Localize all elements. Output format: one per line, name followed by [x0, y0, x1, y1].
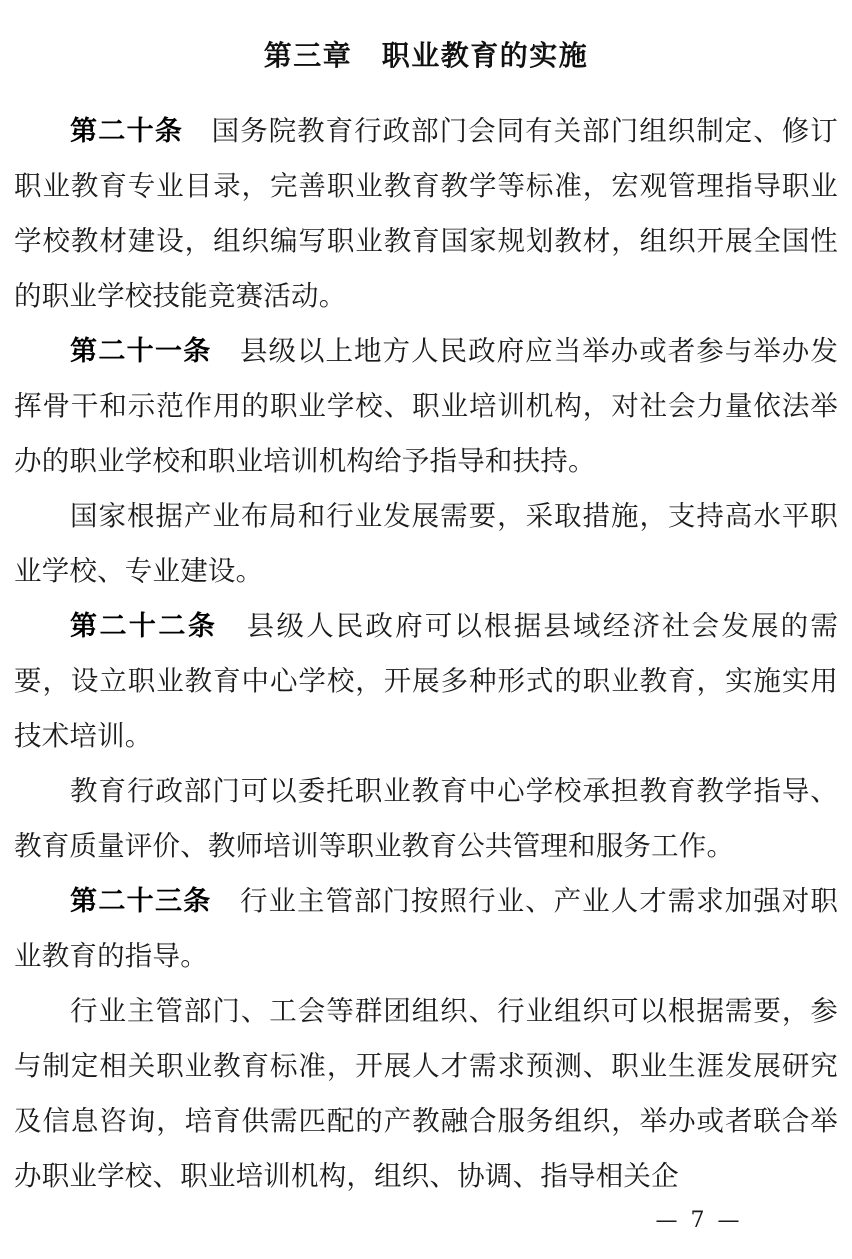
paragraph-text-article-20: 国务院教育行政部门会同有关部门组织制定、修订职业教育专业目录，完善职业教育教学等标准，宏观管理指导职业学校教材建设，组织编写职业教育国家规划教材，组织开展全国性的职业学校技能竞赛活动。	[14, 115, 838, 312]
paragraph-article-22-continued	[14, 764, 838, 874]
article-label-23: 第二十三条	[70, 886, 212, 917]
article-label-spacer	[183, 115, 211, 147]
paragraph-article-21-continued	[14, 489, 838, 599]
article-label-spacer	[217, 610, 246, 642]
paragraph-text-article-22: 县级人民政府可以根据县域经济社会发展的需要，设立职业教育中心学校，开展多种形式的职业教育，实施实用技术培训。	[14, 610, 839, 752]
paragraph-article-23	[14, 874, 838, 984]
article-label-spacer	[212, 885, 240, 917]
article-label-21: 第二十一条	[70, 336, 212, 367]
paragraph-text-article-22-p2: 教育行政部门可以委托职业教育中心学校承担教育教学指导、教育质量评价、教师培训等职业教育公共管理和服务工作。	[14, 775, 838, 862]
page-number: — 7 —	[655, 1208, 743, 1233]
paragraph-article-21	[14, 324, 838, 489]
article-label-22: 第二十二条	[70, 611, 218, 642]
paragraph-article-22	[14, 599, 838, 764]
article-label-spacer	[212, 335, 240, 367]
chapter-title: 第三章 职业教育的实施	[263, 39, 589, 72]
paragraph-text-article-23: 行业主管部门按照行业、产业人才需求加强对职业教育的指导。	[14, 885, 839, 972]
paragraph-article-23-continued	[14, 984, 838, 1204]
paragraph-text-article-21-p2: 国家根据产业布局和行业发展需要，采取措施，支持高水平职业学校、专业建设。	[14, 500, 838, 587]
page-footer	[0, 1208, 852, 1233]
paragraph-text-article-23-p2: 行业主管部门、工会等群团组织、行业组织可以根据需要，参与制定相关职业教育标准，开展人才需求预测、职业生涯发展研究及信息咨询，培育供需匹配的产教融合服务组织，举办或者联合举办职业学校、职业培训机构，组织、协调、指导相关企	[14, 995, 838, 1192]
document-body	[14, 104, 838, 1204]
article-label-20: 第二十条	[70, 116, 184, 147]
paragraph-text-article-21: 县级以上地方人民政府应当举办或者参与举办发挥骨干和示范作用的职业学校、职业培训机构，对社会力量依法举办的职业学校和职业培训机构给予指导和扶持。	[14, 335, 839, 477]
paragraph-article-20	[14, 104, 838, 324]
